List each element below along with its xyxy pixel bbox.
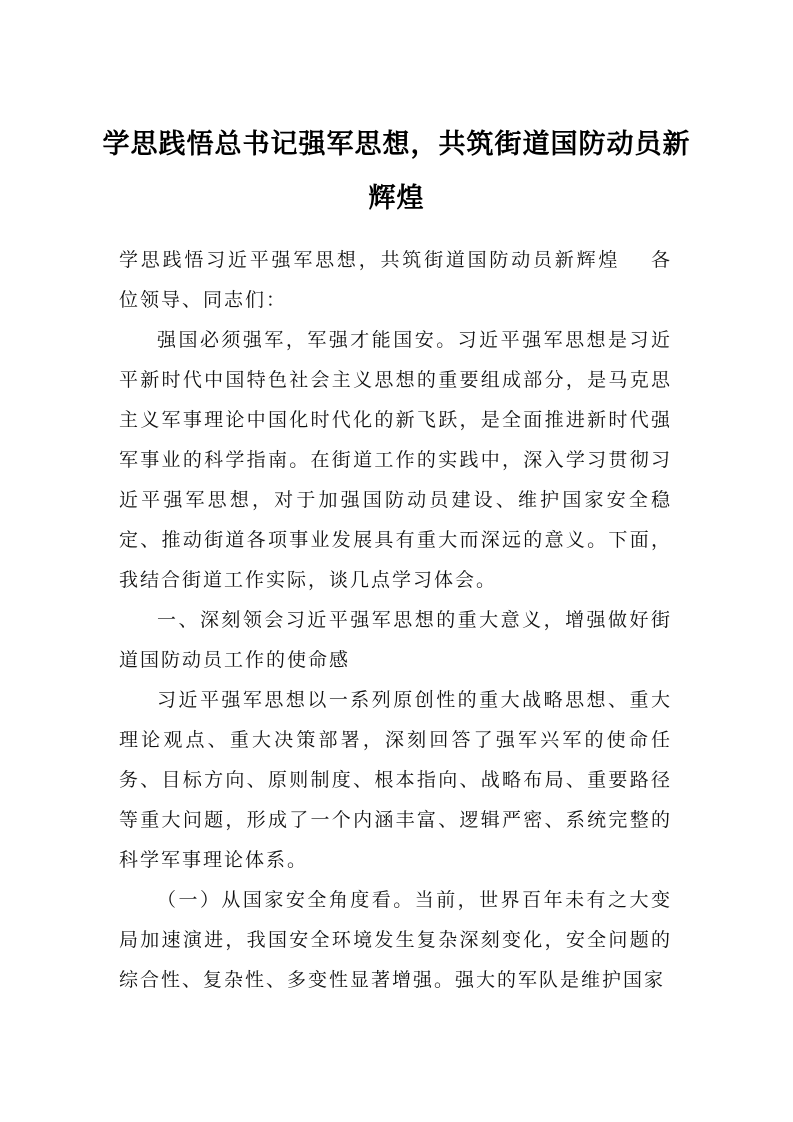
header-line-main: 学思践悟习近平强军思想，共筑街道国防动员新辉煌 xyxy=(119,249,621,271)
subsection-heading-1: （一）从国家安全角度看。当前，世界百年未有之大变局加速演进，我国安全环境发生复杂深刻变化，安全问题的综合性、复杂性、多变性显著增强。强大的军队是维护国家 xyxy=(119,889,672,991)
section-heading-1: 一、深刻领会习近平强军思想的重大意义，增强做好街道国防动员工作的使命感 xyxy=(119,609,672,671)
document-title: 学思践悟总书记强军思想，共筑街道国防动员新辉煌 xyxy=(102,129,691,214)
header-line xyxy=(119,240,672,320)
paragraph-intro: 强国必须强军，军强才能国安。习近平强军思想是习近平新时代中国特色社会主义思想的重要组成部分，是马克思主义军事理论中国化时代化的新飞跃，是全面推进新时代强军事业的科学指南。在街道工作的实践中，深入学习贯彻习近平强军思想，对于加强国防动员建设、维护国家安全稳定、推动街道各项事业发展具有重大而深远的意义。下面，我结合街道工作实际，谈几点学习体会。 xyxy=(119,329,672,591)
document-body xyxy=(119,240,672,1000)
paragraph-section-1: 习近平强军思想以一系列原创性的重大战略思想、重大理论观点、重大决策部署，深刻回答了强军兴军的使命任务、目标方向、原则制度、根本指向、战略布局、重要路径等重大问题，形成了一个内涵丰富、逻辑严密、系统完整的科学军事理论体系。 xyxy=(119,689,672,871)
greeting-line: 各位领导、同志们： xyxy=(119,249,672,311)
